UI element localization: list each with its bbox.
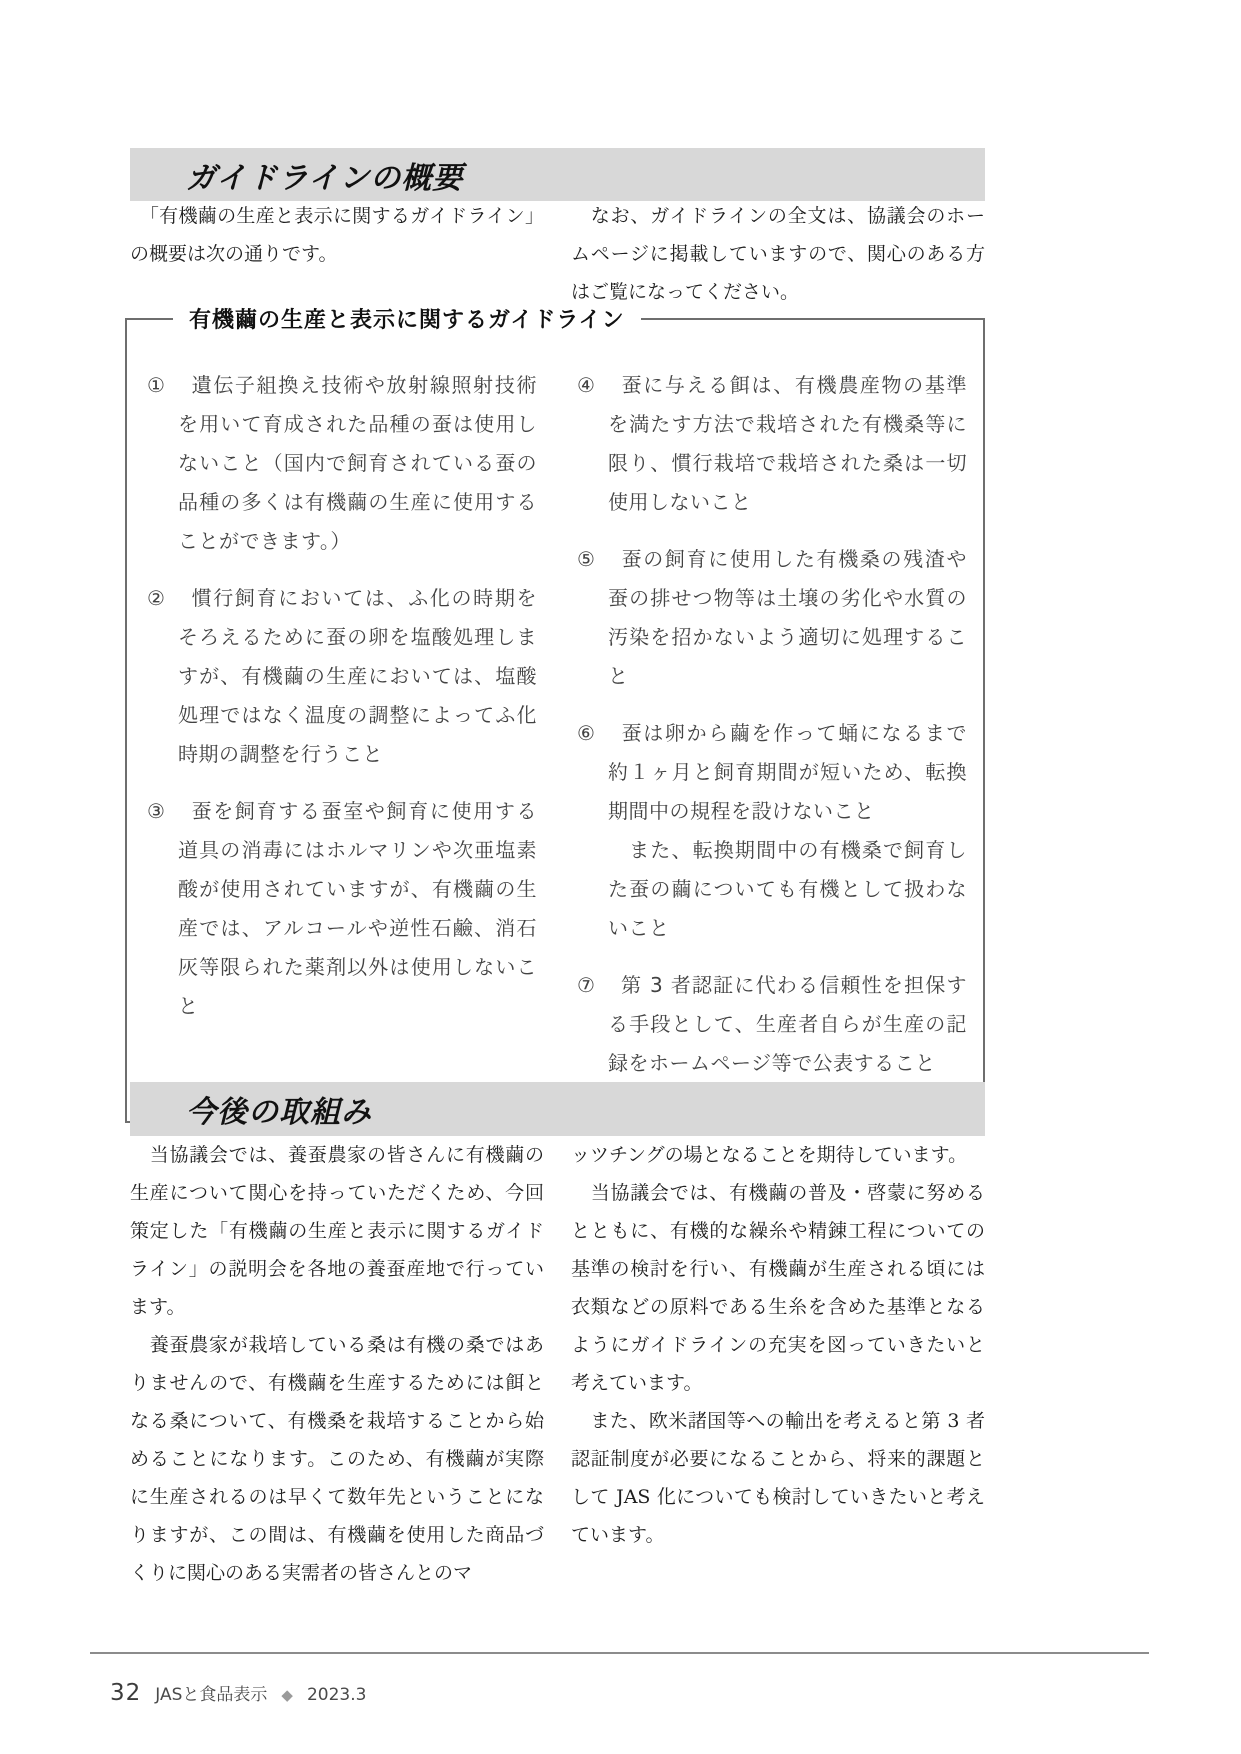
intro-columns: [130, 197, 985, 311]
item-number: ⑤: [577, 547, 597, 571]
future-right-column: [571, 1136, 985, 1592]
body-paragraph: 養蚕農家が栽培している桑は有機の桑ではありませんので、有機繭を生産するためには餌となる桑について、有機桑を栽培することから始めることになります。このため、有機繭が実際に生産されるのは早くて数年先ということになりますが、この間は、有機繭を使用した商品づくりに関心のある実需者の皆さんとのマ: [130, 1334, 544, 1584]
body-paragraph: ッツチングの場となることを期待しています。: [571, 1144, 968, 1166]
intro-left-paragraph: 「有機繭の生産と表示に関するガイドライン」の概要は次の通りです。: [130, 205, 544, 265]
guideline-item-3: [147, 792, 537, 1026]
item-number: ③: [147, 799, 167, 823]
item-number: ⑥: [577, 721, 597, 745]
item-number: ④: [577, 373, 597, 397]
guideline-item-5: [577, 540, 967, 696]
guideline-item-1: [147, 366, 537, 561]
section2-heading: 今後の取組み: [186, 1095, 372, 1130]
item-text: 遺伝子組換え技術や放射線照射技術を用いて育成された品種の蚕は使用しないこと（国内で飼育されている蚕の品種の多くは有機繭の生産に使用することができます。）: [178, 373, 537, 553]
item-number: ⑦: [577, 973, 597, 997]
item-number: ②: [147, 586, 167, 610]
item-number: ①: [147, 373, 167, 397]
body-paragraph: また、欧米諸国等への輸出を考えると第 3 者認証制度が必要になることから、将来的課題として JAS 化についても検討していきたいと考えています。: [571, 1410, 985, 1546]
journal-title: JASと食品表示: [155, 1685, 268, 1705]
section1-heading: ガイドラインの概要: [186, 160, 464, 196]
guideline-item-7: [577, 966, 967, 1083]
guideline-item-6: [577, 714, 967, 948]
page-number: 32: [110, 1680, 142, 1706]
section-heading-bar-guideline-overview: [130, 148, 985, 201]
item-text: 第 3 者認証に代わる信頼性を担保する手段として、生産者自らが生産の記録をホームページ等で公表すること: [608, 973, 967, 1075]
item-text: 蚕は卵から繭を作って蛹になるまで約１ヶ月と飼育期間が短いため、転換期間中の規程を設けないこと: [608, 721, 967, 823]
item-text: 蚕の飼育に使用した有機桑の残渣や蚕の排せつ物等は土壌の劣化や水質の汚染を招かないよう適切に処理すること: [608, 547, 967, 688]
guideline-item-7-line: [577, 966, 967, 1083]
guideline-item-3-line: [147, 792, 537, 1026]
future-left-column: [130, 1136, 544, 1592]
diamond-icon: ◆: [281, 1686, 293, 1704]
guideline-right-column: [577, 366, 967, 1101]
guideline-item-6-subline: また、転換期間中の有機桑で飼育した蚕の繭についても有機として扱わないこと: [608, 838, 967, 940]
section-heading-bar-future-initiatives: [130, 1082, 985, 1136]
intro-right-column: [571, 197, 985, 311]
guideline-item-5-line: [577, 540, 967, 696]
guideline-box-title: 有機繭の生産と表示に関するガイドライン: [173, 303, 641, 334]
guideline-item-4: [577, 366, 967, 522]
guideline-item-4-line: [577, 366, 967, 522]
guideline-box-columns: [147, 366, 967, 1101]
issue-date: 2023.3: [306, 1685, 367, 1705]
guideline-left-column: [147, 366, 537, 1101]
body-paragraph: 当協議会では、有機繭の普及・啓蒙に努めるとともに、有機的な繰糸や精錬工程についての基準の検討を行い、有機繭が生産される頃には衣類などの原料である生糸を含めた基準となるようにガイドラインの充実を図っていきたいと考えています。: [571, 1182, 985, 1394]
intro-left-column: [130, 197, 544, 311]
item-text: 蚕を飼育する蚕室や飼育に使用する道具の消毒にはホルマリンや次亜塩素酸が使用されていますが、有機繭の生産では、アルコールや逆性石鹼、消石灰等限られた薬剤以外は使用しないこと: [178, 799, 537, 1018]
guideline-item-2-line: [147, 579, 537, 774]
guideline-box: [125, 308, 985, 1123]
intro-right-paragraph: なお、ガイドラインの全文は、協議会のホームページに掲載していますので、関心のある方はご覧になってください。: [571, 205, 985, 303]
body-paragraph: 当協議会では、養蚕農家の皆さんに有機繭の生産について関心を持っていただくため、今回策定した「有機繭の生産と表示に関するガイドライン」の説明会を各地の養蚕産地で行っています。: [130, 1144, 544, 1318]
guideline-item-2: [147, 579, 537, 774]
guideline-item-1-line: [147, 366, 537, 561]
future-initiatives-columns: [130, 1136, 985, 1592]
page-footer: [110, 1680, 366, 1706]
item-text: 慣行飼育においては、ふ化の時期をそろえるために蚕の卵を塩酸処理しますが、有機繭の生産においては、塩酸処理ではなく温度の調整によってふ化時期の調整を行うこと: [178, 586, 537, 766]
footer-rule: [90, 1652, 1149, 1654]
item-text: 蚕に与える餌は、有機農産物の基準を満たす方法で栽培された有機桑等に限り、慣行栽培で栽培された桑は一切使用しないこと: [608, 373, 967, 514]
guideline-item-6-line: [577, 714, 967, 831]
